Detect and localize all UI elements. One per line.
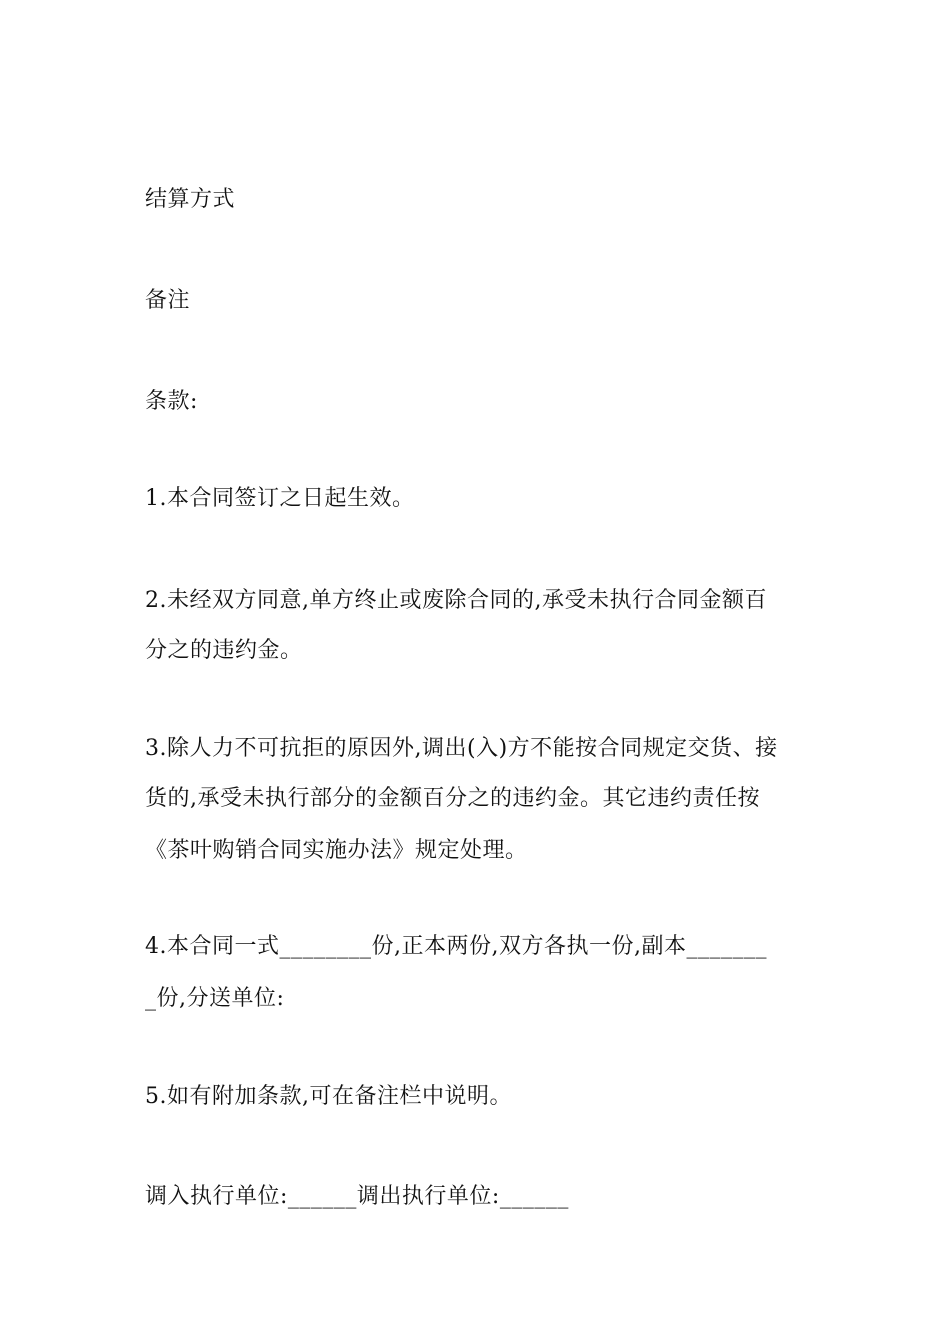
clause-4-line-1: 4.本合同一式________份,正本两份,双方各执一份,副本_______ bbox=[145, 934, 767, 959]
clause-4-line-2: _份,分送单位: bbox=[145, 986, 285, 1011]
settlement-label: 结算方式 bbox=[145, 187, 236, 212]
terms-heading: 条款: bbox=[145, 389, 198, 414]
clause-1: 1.本合同签订之日起生效。 bbox=[145, 486, 415, 511]
clause-3-line-1: 3.除人力不可抗拒的原因外,调出(入)方不能按合同规定交货、接 bbox=[145, 736, 778, 761]
clause-3-line-2: 货的,承受未执行部分的金额百分之的违约金。其它违约责任按 bbox=[145, 786, 760, 811]
signature-line: 调入执行单位:______调出执行单位:______ bbox=[145, 1184, 569, 1209]
clause-3-line-3: 《茶叶购销合同实施办法》规定处理。 bbox=[145, 838, 528, 863]
clause-2-line-2: 分之的违约金。 bbox=[145, 638, 303, 663]
clause-5: 5.如有附加条款,可在备注栏中说明。 bbox=[145, 1084, 512, 1109]
remarks-label: 备注 bbox=[145, 288, 191, 313]
clause-2-line-1: 2.未经双方同意,单方终止或废除合同的,承受未执行合同金额百 bbox=[145, 588, 767, 613]
